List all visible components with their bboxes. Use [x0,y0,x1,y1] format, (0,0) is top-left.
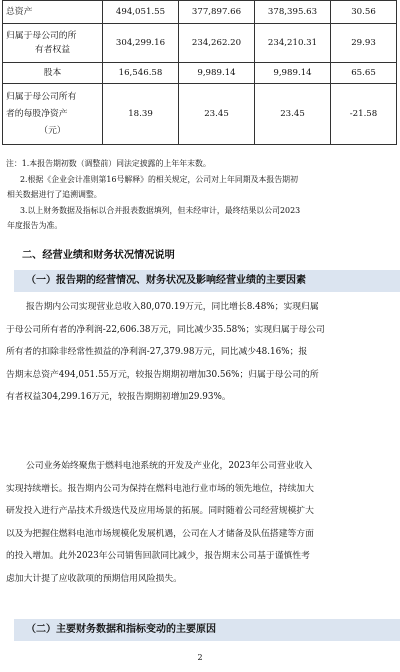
table-cell: 304,299.16 [103,24,179,63]
paragraph-line: 于母公司所有者的净利润-22,606.38万元，同比减少35.58%；实现归属于母公司 [6,324,325,335]
table-row [3,1,397,24]
table-cell: 30.56 [331,1,397,24]
paragraph-line: 的投入增加。此外2023年公司销售回款同比减少，报告期末公司基于谨慎性考 [6,551,310,562]
table-cell: 234,210.31 [255,24,331,63]
table-cell: 9,989.14 [255,63,331,84]
paragraph-line: 以及为把握住燃料电池市场规模化发展机遇，公司在人才储备及队伍搭建等方面 [6,528,314,539]
financial-table [2,0,397,145]
table-cell: 23.45 [179,84,255,145]
table-notes [6,156,394,234]
table-cell: 23.45 [255,84,331,145]
table-cell: 29.93 [331,24,397,63]
table-cell: -21.58 [331,84,397,145]
table-cell: 234,262.20 [179,24,255,63]
note-line: 相关数据进行了追溯调整。 [7,190,102,200]
row-label: 总资产 [3,1,103,24]
table-row [3,24,397,63]
subheading-main-reasons: （二）主要财务数据和指标变动的主要原因 [14,619,400,641]
table-cell: 494,051.55 [103,1,179,24]
paragraph-line: 公司业务始终聚焦于燃料电池系统的开发及产业化，2023年公司营业收入 [26,461,313,471]
table-cell: 377,897.66 [179,1,255,24]
note-line: 2.根据《企业会计准则第16号解释》的相关规定，公司对上年同期及本报告期初 [20,174,298,184]
table-cell: 378,395.63 [255,1,331,24]
row-label: 归属于母公司的所 有者权益 [3,24,103,63]
paragraph-line: 有者权益304,299.16万元，较报告期期初增加29.93%。 [6,392,231,403]
table-cell: 65.65 [331,63,397,84]
section-heading: 二、经营业绩和财务状况情况说明 [22,250,175,261]
note-line: 年度报告为准。 [7,221,63,231]
row-label: 归属于母公司所有 者的每股净资产 （元） [3,84,103,145]
paragraph-line: 报告期内公司实现营业总收入80,070.19万元，同比增长8.48%；实现归属 [26,302,319,312]
table-cell: 16,546.58 [103,63,179,84]
page-number: 2 [197,653,203,662]
paragraph-line: 虑加大计提了应收款项的预期信用风险损失。 [6,573,182,584]
paragraph-business [6,455,394,591]
paragraph-line: 所有者的扣除非经常性损益的净利润-27,379.98万元，同比减少48.16%；报 [6,347,308,358]
table-cell: 9,989.14 [179,63,255,84]
subheading-operating-results: （一）报告期的经营情况、财务状况及影响经营业绩的主要因素 [14,270,400,292]
paragraph-line: 实现持续增长。报告期内公司为保持在燃料电池行业市场的领先地位，持续加大 [6,483,314,494]
paragraph-results [6,296,394,409]
note-line: 3.以上财务数据及指标以合并报表数据填列，但未经审计，最终结果以公司2023 [20,205,301,215]
table-row [3,84,397,145]
paragraph-line: 研发投入进行产品技术升级迭代及应用场景的拓展。同时随着公司经营规模扩大 [6,506,314,517]
paragraph-line: 告期末总资产494,051.55万元，较报告期期初增加30.56%；归属于母公司的所 [6,369,319,380]
table-cell: 18.39 [103,84,179,145]
table-row [3,63,397,84]
row-label: 股本 [3,63,103,84]
note-line: 注：1.本报告期初数（调整前）同法定披露的上年年末数。 [6,159,211,168]
